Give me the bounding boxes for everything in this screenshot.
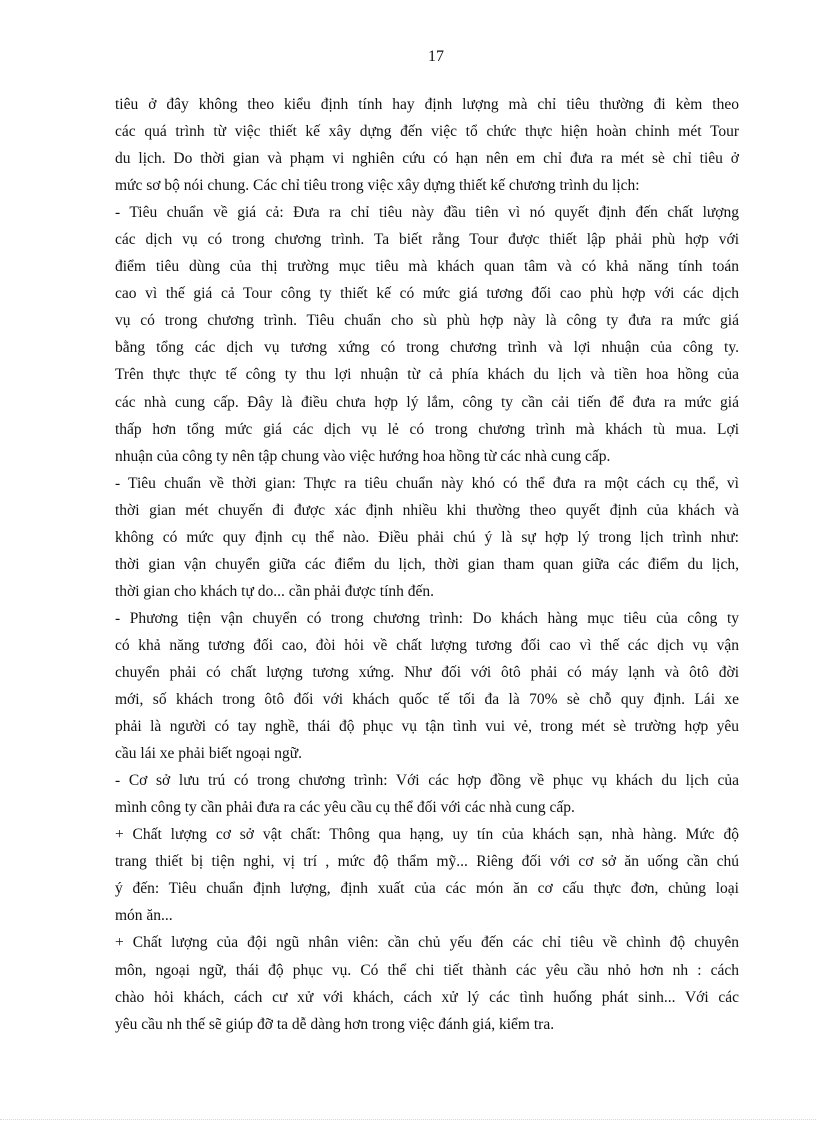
text-line: cầu lái xe phải biết ngoại ngữ. <box>115 745 303 763</box>
text-line: + Chất lượng cơ sở vật chất: Thông qua hạng, uy tín của khách sạn, nhà hàng. Mức độ <box>115 826 739 844</box>
page-bottom-divider <box>0 1119 816 1120</box>
text-line: chuyển phải có chất lượng tương xứng. Như đối với ôtô phải có máy lạnh và ôtô đời <box>115 663 739 681</box>
text-line: - Phương tiện vận chuyển có trong chương trình: Do khách hàng mục tiêu của công ty <box>115 609 739 627</box>
paragraph <box>115 91 739 199</box>
text-line: thời gian mét chuyến đi được xác định nhiều khi thường theo quyết định của khách và <box>115 501 739 519</box>
text-line: trang thiết bị tiện nghi, vị trí , mức độ thẩm mỹ... Riêng đối với cơ sở ăn uống cần chú <box>115 853 739 871</box>
text-line: mức sơ bộ nói chung. Các chỉ tiêu trong việc xây dựng thiết kế chương trình du lịch: <box>115 177 640 195</box>
text-line: nhuận của công ty nên tập chung vào việc hướng hoa hồng từ các nhà cung cấp. <box>115 447 611 465</box>
text-line: chào hỏi khách, cách cư xử với khách, cách xử lý các tình huống phát sinh... Với các <box>115 988 739 1006</box>
text-line: - Tiêu chuẩn về giá cả: Đưa ra chỉ tiêu này đầu tiên vì nó quyết định đến chất lượng <box>115 204 739 222</box>
text-line: các quá trình từ việc thiết kế xây dựng đến việc tổ chức thực hiện hoàn chỉnh mét Tour <box>115 123 739 141</box>
paragraph <box>115 821 739 929</box>
text-line: các dịch vụ có trong chương trình. Ta biết rằng Tour được thiết lập phải phù hợp với <box>115 231 739 249</box>
text-line: thời gian vận chuyển giữa các điểm du lịch, thời gian tham quan giữa các điểm du lịch, <box>115 555 739 573</box>
paragraph <box>115 199 739 469</box>
paragraph <box>115 929 739 1037</box>
text-line: Trên thực thực tế công ty thu lợi nhuận từ cả phía khách du lịch và tiền hoa hồng của <box>115 366 739 384</box>
text-line: mới, số khách trong ôtô đối với khách quốc tế tối đa là 70% sè chỗ quy định. Lái xe <box>115 691 739 709</box>
text-line: yêu cầu nh thế sẽ giúp đỡ ta dễ dàng hơn trong việc đánh giá, kiểm tra. <box>115 1015 555 1033</box>
text-line: có khả năng tương đối cao, đòi hỏi về chất lượng tương đối cao vì thế các dịch vụ vận <box>115 636 739 654</box>
paragraph <box>115 470 739 605</box>
text-line: bằng tổng các dịch vụ tương xứng có trong chương trình và lợi nhuận của công ty. <box>115 339 739 357</box>
text-line: môn, ngoại ngữ, thái độ phục vụ. Có thể chi tiết thành các yêu cầu nhỏ hơn nh : cách <box>115 961 739 979</box>
page-number: 17 <box>428 48 444 65</box>
text-line: du lịch. Do thời gian và phạm vi nghiên cứu có hạn nên em chỉ đưa ra mét sè chỉ tiêu ở <box>115 150 739 168</box>
text-line: thấp hơn tổng mức giá các dịch vụ lẻ có trong chương trình mà khách tù mua. Lợi <box>115 420 739 438</box>
text-line: tiêu ở đây không theo kiểu định tính hay định lượng mà chỉ tiêu thường đi kèm theo <box>115 96 739 113</box>
paragraph <box>115 605 739 767</box>
text-line: - Cơ sở lưu trú có trong chương trình: Với các hợp đồng về phục vụ khách du lịch của <box>115 772 739 790</box>
text-line: không có mức quy định cụ thể nào. Điều phải chú ý là sự hợp lý trong lịch trình như: <box>115 528 739 546</box>
body-text <box>115 91 739 1038</box>
text-line: các nhà cung cấp. Đây là điều chưa hợp lý lắm, công ty cần cải tiến để đưa ra mức giá <box>115 393 739 411</box>
paragraph <box>115 767 739 821</box>
text-line: điểm tiêu dùng của thị trường mục tiêu mà khách quan tâm và có khả năng tính toán <box>115 258 739 276</box>
text-line: món ăn... <box>115 907 173 925</box>
text-line: mình công ty cần phải đưa ra các yêu cầu cụ thể đối với các nhà cung cấp. <box>115 799 575 817</box>
text-line: cao vì thế giá cả Tour công ty thiết kế có mức giá tương đối cao phù hợp với các dịch <box>115 285 739 303</box>
text-line: - Tiêu chuẩn về thời gian: Thực ra tiêu chuẩn này khó có thể đưa ra một cách cụ thể, vì <box>115 474 739 492</box>
text-line: phải là người có tay nghề, thái độ phục vụ tận tình vui vẻ, trong mét sè trường hợp yêu <box>115 718 739 736</box>
text-line: ý đến: Tiêu chuẩn định lượng, định xuất của các món ăn cơ cấu thực đơn, chủng loại <box>115 880 739 898</box>
text-line: vụ có trong chương trình. Tiêu chuẩn cho sù phù hợp này là công ty đưa ra mức giá <box>115 312 739 330</box>
text-line: + Chất lượng của đội ngũ nhân viên: cần chủ yếu đến các chỉ tiêu về chình độ chuyên <box>115 934 739 952</box>
text-line: thời gian cho khách tự do... cần phải được tính đến. <box>115 582 435 600</box>
